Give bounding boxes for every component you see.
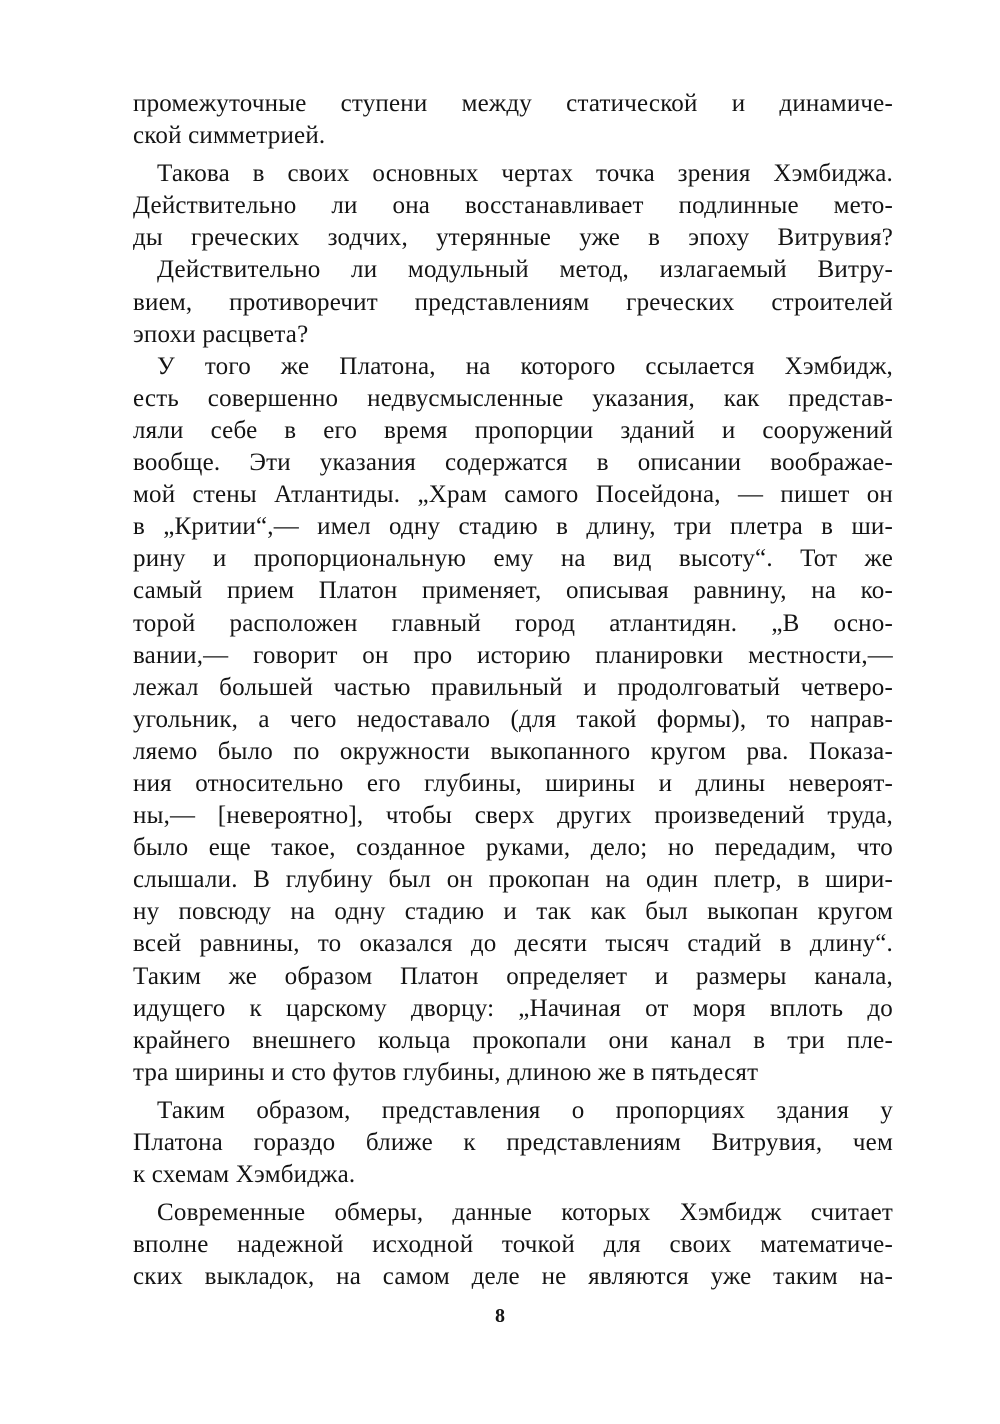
text-line: лежал большей частью правильный и продолговатый четверо- [133, 673, 893, 701]
text-line: Таким же образом Платон определяет и размеры канала, [133, 962, 893, 990]
page-number: 8 [495, 1305, 505, 1327]
text-line: тра ширины и сто футов глубины, длиною же в пятьдесят [133, 1058, 759, 1086]
text-line: Платона гораздо ближе к представлениям Витрувия, чем [133, 1129, 893, 1156]
text-line: ских выкладок, на самом деле не являются уже таким на- [133, 1263, 893, 1291]
text-line: вообще. Эти указания содержатся в описании воображае- [133, 449, 893, 477]
text-line: промежуточные ступени между статической и динамиче- [133, 90, 893, 117]
text-line: Действительно ли модульный метод, излагаемый Витру- [157, 256, 893, 284]
text-line: ской симметрией. [133, 122, 326, 150]
text-line: ляемо было по окружности выкопанного кругом рва. Показа- [133, 737, 893, 765]
text-line: было еще такое, созданное руками, дело; но передадим, что [133, 834, 893, 862]
paragraph-1 [133, 88, 893, 152]
text-line: рину и пропорциональную ему на вид высоту“. Тот же [133, 545, 893, 573]
text-line: мой стены Атлантиды. „Храм самого Посейдона, — пишет он [133, 481, 893, 509]
paragraph-4 [133, 351, 893, 1089]
text-line: ляли себе в его время пропорции зданий и сооружений [133, 416, 893, 444]
text-line: ну повсюду на одну стадию и так как был выкопан кругом [133, 898, 893, 926]
text-line: Современные обмеры, данные которых Хэмбидж считает [157, 1199, 893, 1227]
text-line: ния относительно его глубины, ширины и длины невероят- [133, 769, 893, 797]
text-line: торой расположен главный город атлантидян. „В осно- [133, 609, 893, 637]
paragraph-6 [133, 1197, 893, 1293]
text-line: Такова в своих основных чертах точка зрения Хэмбиджа. [157, 160, 893, 188]
text-line: угольник, а чего недоставало (для такой формы), то направ- [133, 705, 893, 733]
text-line: ды греческих зодчих, утерянные уже в эпоху Витрувия? [133, 224, 893, 252]
text-line: ны,— [невероятно], чтобы сверх других произведений труда, [133, 802, 893, 830]
text-line: идущего к царскому дворцу: „Начиная от моря вплоть до [133, 994, 893, 1022]
text-line: есть совершенно недвусмысленные указания, как представ- [133, 384, 893, 412]
text-line: к схемам Хэмбиджа. [133, 1161, 356, 1189]
text-line: крайнего внешнего кольца прокопали они канал в три пле- [133, 1026, 893, 1054]
text-line: эпохи расцвета? [133, 320, 309, 348]
text-line: всей равнины, то оказался до десяти тысяч стадий в длину“. [133, 930, 893, 958]
paragraph-5 [133, 1095, 893, 1191]
text-line: Действительно ли она восстанавливает подлинные мето- [133, 192, 893, 220]
text-line: в „Критии“,— имел одну стадию в длину, три плетра в ши- [133, 513, 893, 541]
paragraph-2 [133, 158, 893, 254]
body-text [133, 88, 893, 1293]
text-line: вании,— говорит он про историю планировки местности,— [133, 641, 893, 669]
text-line: вполне надежной исходной точкой для своих математиче- [133, 1231, 893, 1259]
paragraph-3 [133, 254, 893, 350]
text-line: Таким образом, представления о пропорциях здания у [157, 1096, 893, 1124]
text-line: самый прием Платон применяет, описывая равнину, на ко- [133, 577, 893, 605]
text-line: слышали. В глубину был он прокопан на один плетр, в шири- [133, 866, 893, 894]
text-line: вием, противоречит представлениям греческих строителей [133, 288, 893, 316]
text-line: У того же Платона, на которого ссылается Хэмбидж, [157, 352, 893, 380]
